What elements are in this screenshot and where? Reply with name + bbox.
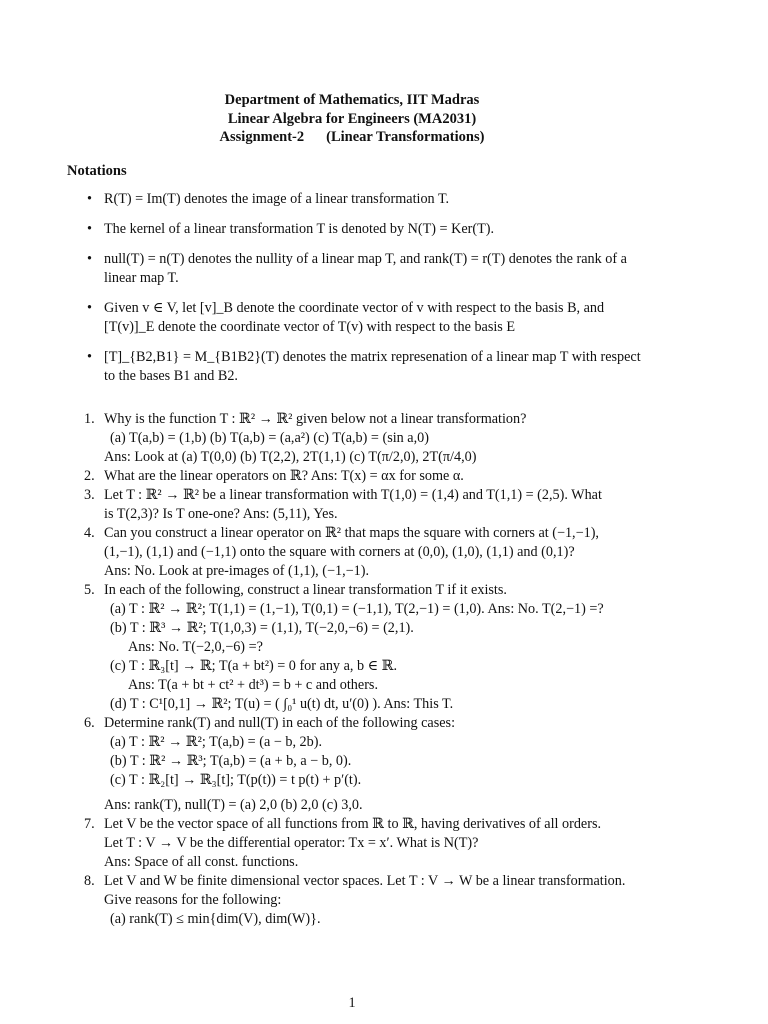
problem-1 — [84, 410, 649, 467]
subpart-c-answer: Ans: T(a + bt + ct² + dt³) = b + c and others. — [128, 677, 378, 693]
problem-number: 8. — [84, 873, 95, 889]
course-line: Linear Algebra for Engineers (MA2031) — [227, 110, 477, 127]
problem-number: 1. — [84, 411, 95, 427]
problem-number: 3. — [84, 487, 95, 503]
subpart-b: (b) T : ℝ² → ℝ³; T(a,b) = (a + b, a − b, 0). — [110, 753, 352, 769]
notation-item: • The kernel of a linear transformation T is denoted by N(T) = Ker(T). — [87, 220, 647, 239]
subpart-a: (a) T : ℝ² → ℝ²; T(1,1) = (1,−1), T(0,1) = (−1,1), T(2,−1) = (1,0). Ans: No. T(2,−1) =? — [110, 601, 604, 617]
subpart-c: (c) T : ℝ₃[t] → ℝ; T(a + bt²) = 0 for any a, b ∈ ℝ. — [110, 658, 397, 674]
problem-text: Determine rank(T) and null(T) in each of the following cases: — [104, 715, 456, 731]
department-line: Department of Mathematics, IIT Madras — [224, 92, 480, 108]
subpart-b: (b) T : ℝ³ → ℝ²; T(1,0,3) = (1,1), T(−2,0,−6) = (2,1). — [110, 620, 414, 636]
notation-item: • R(T) = Im(T) denotes the image of a linear transformation T. — [87, 190, 647, 209]
problem-text: is T(2,3)? Is T one-one? Ans: (5,11), Yes. — [104, 506, 338, 522]
notation-item: • [T]_{B2,B1} = M_{B1B2}(T) denotes the matrix represenation of a linear map T with respect to the bases B1 and B2. — [87, 348, 647, 386]
problem-8 — [84, 872, 649, 929]
problem-text: (1,−1), (1,1) and (−1,1) onto the square with corners at (0,0), (1,0), (1,1) and (0,1)? — [104, 544, 575, 560]
problem-answer: Ans: No. Look at pre-images of (1,1), (−1,−1). — [104, 563, 370, 579]
subpart-a: (a) T : ℝ² → ℝ²; T(a,b) = (a − b, 2b). — [110, 734, 322, 750]
problem-number: 5. — [84, 582, 95, 598]
problem-answer: Ans: Space of all const. functions. — [104, 854, 299, 870]
subpart-a: (a) rank(T) ≤ min{dim(V), dim(W)}. — [110, 911, 321, 927]
notation-item: • Given v ∈ V, let [v]_B denote the coordinate vector of v with respect to the basis B, and [T(v)]_E denote the coordinate vector of T(v) with respect to the basis E — [87, 299, 647, 337]
problem-options: (a) T(a,b) = (1,b) (b) T(a,b) = (a,a²) (c) T(a,b) = (sin a,0) — [110, 430, 429, 446]
subpart-d: (d) T : C¹[0,1] → ℝ²; T(u) = ( ∫₀¹ u(t) dt, u′(0) ). Ans: This T. — [110, 696, 454, 712]
problem-text: Why is the function T : ℝ² → ℝ² given below not a linear transformation? — [104, 411, 527, 427]
problem-7 — [84, 815, 649, 872]
notations-heading: Notations — [67, 163, 127, 179]
assignment-topic: (Linear Transformations) — [326, 129, 485, 145]
notations-list — [87, 190, 647, 397]
problem-text: Can you construct a linear operator on ℝ² that maps the square with corners at (−1,−1), — [104, 525, 599, 541]
document-header — [0, 91, 704, 147]
problem-number: 2. — [84, 468, 95, 484]
problem-text: Let V and W be finite dimensional vector spaces. Let T : V → W be a linear transformation. — [104, 873, 626, 889]
problem-text: Let T : V → V be the differential operator: Tx = x′. What is N(T)? — [104, 835, 479, 851]
problem-5 — [84, 581, 649, 714]
problem-6 — [84, 714, 649, 815]
subpart-c: (c) T : ℝ₂[t] → ℝ₃[t]; T(p(t)) = t p(t) + p′(t). — [110, 772, 362, 788]
problem-text: Let V be the vector space of all functions from ℝ to ℝ, having derivatives of all orders. — [104, 816, 602, 832]
problem-number: 7. — [84, 816, 95, 832]
problem-4 — [84, 524, 649, 581]
page-number: 1 — [348, 995, 356, 1011]
problem-text: Give reasons for the following: — [104, 892, 282, 908]
problem-answer: Ans: Look at (a) T(0,0) (b) T(2,2), 2T(1,1) (c) T(π/2,0), 2T(π/4,0) — [104, 449, 477, 465]
problem-answer: Ans: rank(T), null(T) = (a) 2,0 (b) 2,0 (c) 3,0. — [104, 797, 363, 813]
problem-2 — [84, 467, 649, 486]
problem-3 — [84, 486, 649, 524]
assignment-number: Assignment-2 — [219, 129, 305, 145]
problem-text: What are the linear operators on ℝ? Ans: T(x) = αx for some α. — [104, 468, 464, 484]
problem-text: Let T : ℝ² → ℝ² be a linear transformation with T(1,0) = (1,4) and T(1,1) = (2,5). What — [104, 487, 602, 503]
problem-list — [84, 410, 649, 929]
assignment-line — [0, 128, 704, 147]
problem-number: 4. — [84, 525, 95, 541]
subpart-b-answer: Ans: No. T(−2,0,−6) =? — [128, 639, 263, 655]
notation-item: • null(T) = n(T) denotes the nullity of a linear map T, and rank(T) = r(T) denotes the rank of a linear map T. — [87, 250, 647, 288]
problem-number: 6. — [84, 715, 95, 731]
problem-text: In each of the following, construct a linear transformation T if it exists. — [104, 582, 507, 598]
